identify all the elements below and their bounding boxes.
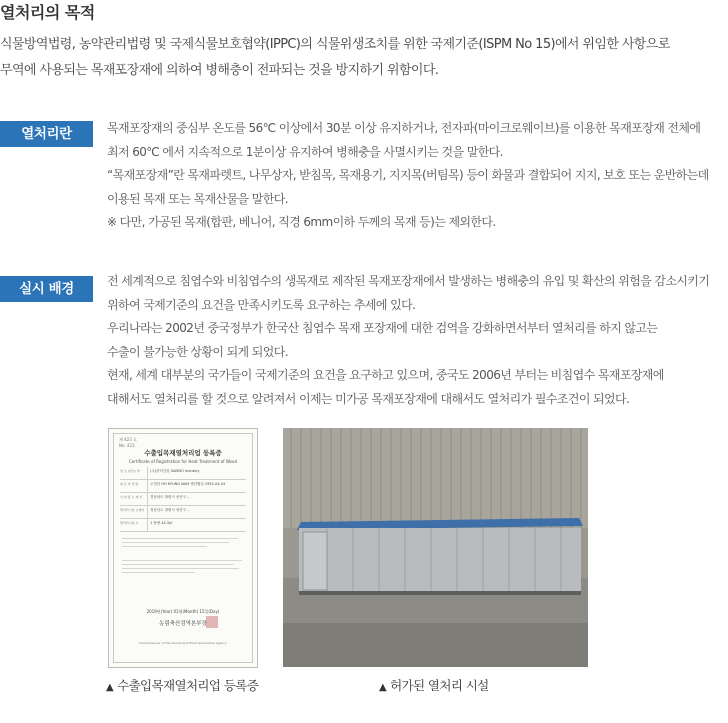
body-line: 전 세계적으로 침엽수와 비침엽수의 생목재로 제작된 목재포장재에서 발생하는 병해충의 유입 및 확산의 위험을 감소시키기	[107, 274, 710, 288]
body-line: 수출이 불가능한 상황이 되게 되었다.	[107, 344, 288, 359]
certificate-footer: Commissioner of the Animal and Plant Quarantine Agency	[139, 641, 227, 645]
caption-facility	[379, 676, 489, 694]
certificate-subtitle: Certificate of Registration for Heat Treatment of Wood	[128, 459, 237, 464]
facility-illustration	[283, 428, 588, 667]
intro-text	[0, 32, 728, 84]
section-body-heat-treatment	[107, 117, 722, 235]
caption-facility-text: 허가된 열처리 시설	[390, 678, 489, 693]
certificate-number-en: No. 423	[119, 443, 135, 448]
certificate-text-lines-en	[122, 560, 244, 576]
certificate-image	[108, 428, 258, 668]
certificate-border	[113, 433, 253, 663]
certificate-row: 업 소 (상호) 명 (주)삼미산업 SAMDO Industry	[120, 467, 246, 480]
caption-certificate-text: 수출입목재열처리업 등록증	[117, 678, 259, 693]
body-line: 우리나라는 2002년 중국정부가 한국산 침엽수 목재 포장재에 대한 검역을 강화하면서부터 열처리를 하지 않고는	[107, 321, 658, 335]
section-body-background	[107, 270, 722, 411]
certificate-number: 제 423 호	[119, 437, 137, 442]
page-title: 열처리의 목적	[0, 3, 95, 22]
body-line: 대해서도 열처리를 할 것으로 알려져서 이제는 미가공 목재포장재에 대해서도 열처리가 필수조건이 되었다.	[107, 391, 630, 406]
certificate-text-lines	[122, 538, 244, 550]
triangle-up-icon: ▲	[106, 682, 114, 693]
caption-certificate	[106, 676, 258, 694]
body-line: 목재포장재의 중심부 온도를 56℃ 이상에서 30분 이상 유지하거나, 전자파(마이크로웨이브)를 이용한 목재포장재 전체에	[107, 121, 701, 135]
body-line: 위하여 국제기준의 요건을 만족시키도록 요구하는 추세에 있다.	[107, 297, 416, 312]
certificate-row: 사 업 장 소 재 지 경상남도 창원시 성산구 ...	[120, 493, 246, 506]
triangle-up-icon: ▲	[379, 682, 387, 693]
certificate-date: 2019년(Year) 01월(Month) 15일(Day)	[146, 609, 220, 614]
body-line: 최저 60℃ 에서 지속적으로 1분이상 유지하여 병해충을 사멸시키는 것을 말한다.	[107, 144, 503, 159]
certificate-issuer: 농림축산검역본부장	[159, 621, 207, 627]
section-label-background: 실시 배경	[0, 276, 93, 302]
intro-line: 식물방역법령, 농약관리법령 및 국제식물보호협약(IPPC)의 식물위생조치를 위한 국제기준(ISPM No 15)에서 위임한 사항으로	[0, 37, 670, 52]
certificate-row: 열처리시설 소재지 경상남도 창원시 성산구 ...	[120, 506, 246, 519]
certificate-title: 수출입목재열처리업 등록증	[144, 449, 222, 457]
body-line: 이용된 목재 또는 목재산물을 말한다.	[107, 191, 288, 206]
certificate-table	[120, 467, 246, 532]
certificate-row: 대 표 자 성 명 오경남 OH KYUNG NAM 생년월일 1955-04-04	[120, 480, 246, 493]
body-line: ※ 다만, 가공된 목재(합판, 베니어, 직경 6mm이하 두께의 목재 등)는 제외한다.	[107, 215, 496, 229]
body-line: “목재포장재”란 목재파렛트, 나무상자, 받침목, 목재용기, 지지목(버팀목) 등이 화물과 결합되어 지지, 보호 또는 운반하는데	[107, 168, 709, 182]
section-label-heat-treatment: 열처리란	[0, 121, 93, 147]
intro-line: 무역에 사용되는 목재포장재에 의하여 병해충이 전파되는 것을 방지하기 위함이다.	[0, 63, 439, 78]
certificate-row: 열처리시설 수 1 용량 44.3㎥	[120, 519, 246, 532]
facility-photo	[283, 428, 588, 667]
body-line: 현재, 세계 대부분의 국가들이 국제기준의 요건을 요구하고 있으며, 중국도 2006년 부터는 비침엽수 목재포장재에	[107, 368, 664, 382]
